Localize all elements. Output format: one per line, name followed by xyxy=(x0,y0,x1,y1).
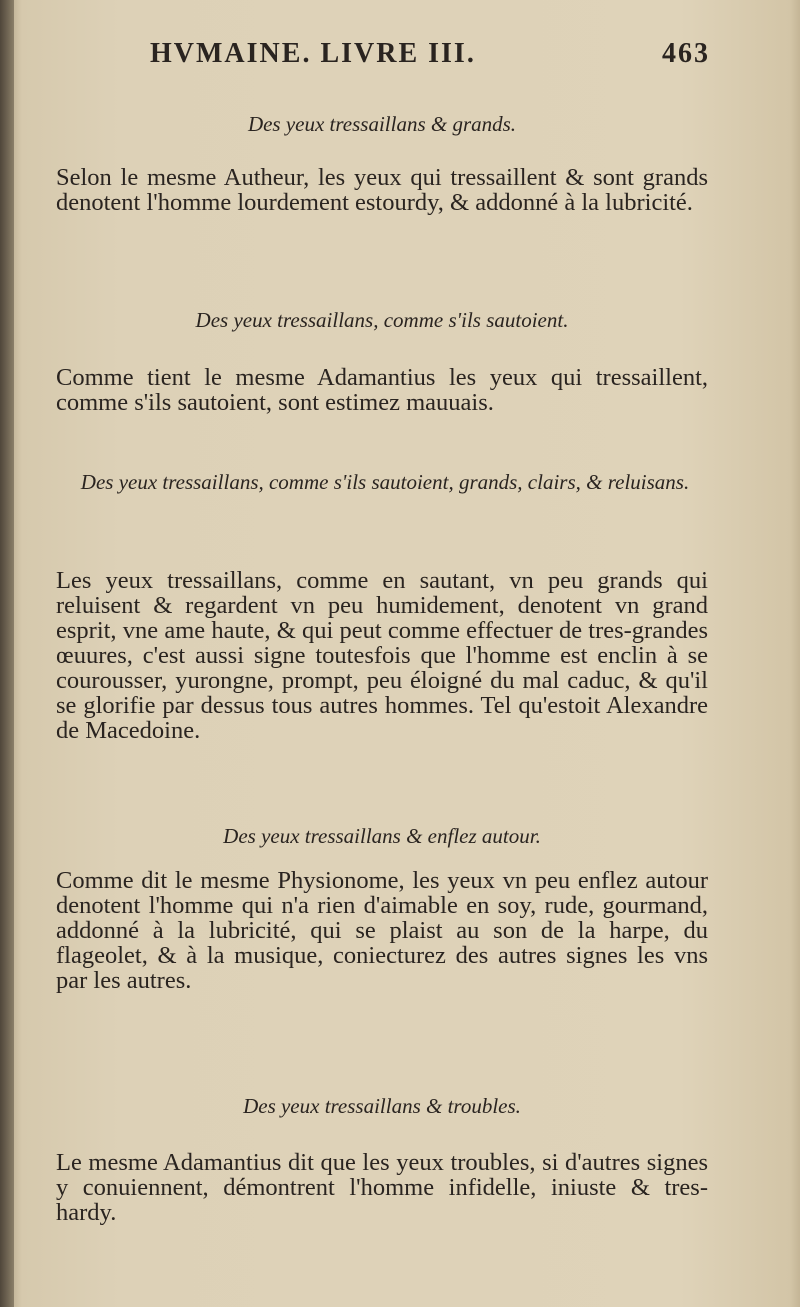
section-paragraph: Selon le mesme Autheur, les yeux qui tressaillent & sont grands denotent l'homme lourdement estourdy, & addonné à la lubricité. xyxy=(56,164,708,216)
running-head-title: HVMAINE. LIVRE III. xyxy=(150,38,476,69)
section-heading: Des yeux tressaillans, comme s'ils sautoient. xyxy=(195,308,569,332)
section-heading: Des yeux tressaillans, comme s'ils sautoient, grands, clairs, & reluisans. xyxy=(80,470,690,494)
section-paragraph: Comme dit le mesme Physionome, les yeux vn peu enflez autour denotent l'homme qui n'a rien d'aimable en soy, rude, gourmand, addonné à la lubricité, qui se plaist au son de la harpe, du flageolet, & à la musique, coniecturez des autres signes les vns par les autres. xyxy=(56,867,708,994)
section-paragraph: Comme tient le mesme Adamantius les yeux qui tressaillent, comme s'ils sautoient, sont estimez mauuais. xyxy=(56,364,708,416)
section-heading: Des yeux tressaillans & grands. xyxy=(247,112,517,136)
section-paragraph: Le mesme Adamantius dit que les yeux troubles, si d'autres signes y conuiennent, démontrent l'homme infidelle, iniuste & tres-hardy. xyxy=(56,1149,708,1226)
page-number: 463 xyxy=(662,38,710,69)
binding-gutter xyxy=(0,0,14,1307)
section-paragraph: Les yeux tressaillans, comme en sautant, vn peu grands qui reluisent & regardent vn peu humidement, denotent vn grand esprit, vne ame haute, & qui peut comme effectuer de tres-grandes œuures, c'est aussi signe toutesfois que l'homme est enclin à se courousser, yurongne, prompt, peu éloigné du mal caduc, & qu'il se glorifie par dessus tous autres hommes. Tel qu'estoit Alexandre de Macedoine. xyxy=(56,567,708,744)
section-heading: Des yeux tressaillans & troubles. xyxy=(243,1094,521,1118)
running-head xyxy=(150,38,710,78)
section-heading: Des yeux tressaillans & enflez autour. xyxy=(223,824,541,848)
